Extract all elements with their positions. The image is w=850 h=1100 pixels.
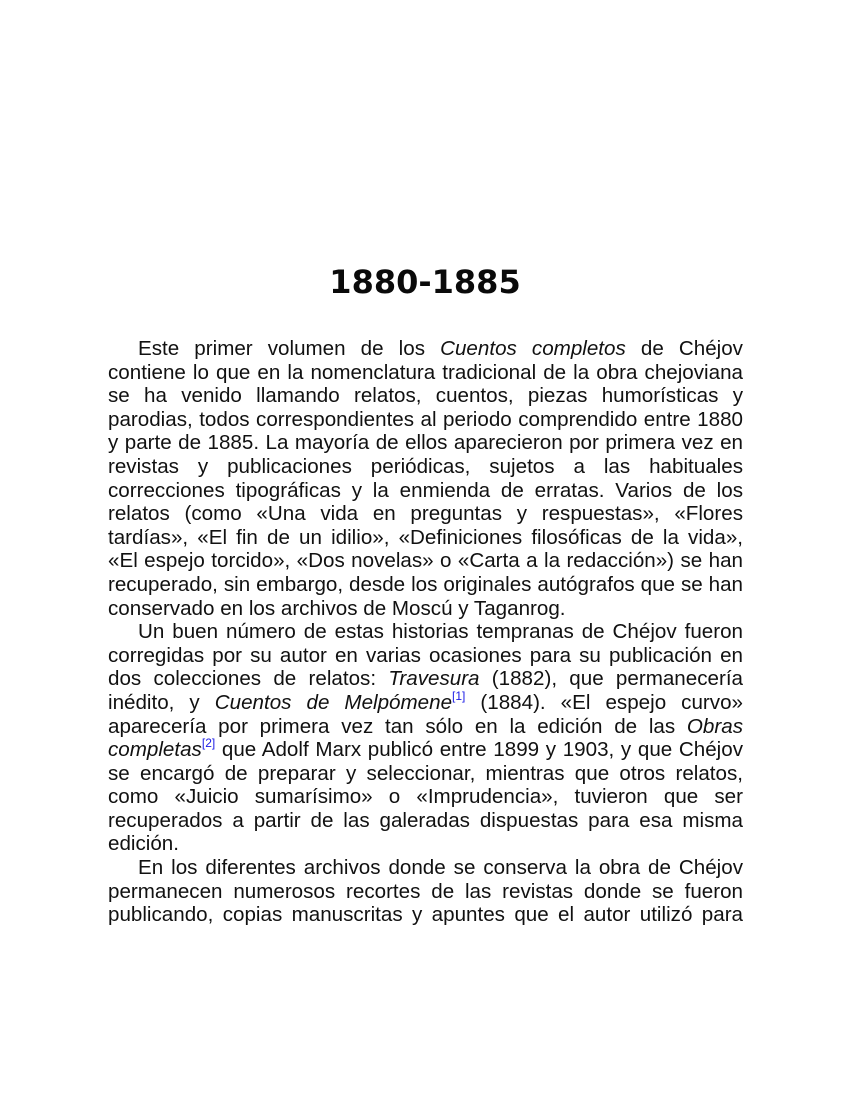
footnote-ref-2[interactable]: [2] bbox=[201, 736, 216, 751]
chapter-title: 1880-1885 bbox=[329, 263, 521, 301]
book-title-travesura: Travesura bbox=[388, 667, 480, 691]
text-run: (1884). «El espejo curvo» aparecería por primera vez tan sólo en la edición de las bbox=[108, 690, 743, 738]
paragraph-1 bbox=[108, 337, 743, 620]
paragraph-2 bbox=[108, 620, 743, 856]
book-title-obras-completas: Obras completas bbox=[108, 714, 743, 762]
text-run: que Adolf Marx publicó entre 1899 y 1903, y que Chéjov se encargó de preparar y seleccionar, mientras que otros relatos, como «Juicio sumarísimo» o «Imprudencia», tuvieron que ser recuperados a partir de las galeradas dispuestas para esa misma edición. bbox=[108, 738, 743, 856]
footnote-ref-1[interactable]: [1] bbox=[452, 688, 466, 703]
text-run: Un buen número de estas historias tempranas de Chéjov fueron corregidas por su autor en varias ocasiones para su publicación en dos colecciones de relatos: bbox=[108, 620, 743, 691]
text-run: de Chéjov contiene lo que en la nomenclatura tradicional de la obra chejoviana se ha venido llamando relatos, cuentos, piezas humorísticas y parodias, todos correspondientes al periodo comprendido entre 1880 y parte de 1885. La mayoría de ellos aparecieron por primera vez en revistas y publicaciones periódicas, sujetos a las habituales correcciones tipográficas y la enmienda de erratas. Varios de los relatos (como «Una vida en preguntas y respuestas», «Flores tardías», «El fin de un idilio», «Definiciones filosóficas de la vida», «El espejo torcido», «Dos novelas» o «Carta a la redacción») se han recuperado, sin embargo, desde los originales autógrafos que se han conservado en los archivos de Moscú y Taganrog. bbox=[108, 337, 743, 620]
text-run: (1882), que permanecería inédito, y bbox=[108, 667, 743, 714]
text-run: En los diferentes archivos donde se conserva la obra de Chéjov permanecen numerosos recortes de las revistas donde se fueron publicando, copias manuscritas y apuntes que el autor utilizó para bbox=[108, 856, 743, 927]
text-run: Este primer volumen de los bbox=[138, 337, 441, 360]
book-title-cuentos-completos: Cuentos completos bbox=[440, 337, 626, 360]
book-title-cuentos-de-melpomene: Cuentos de Melpómene bbox=[214, 690, 453, 714]
paragraph-3 bbox=[108, 856, 743, 927]
body-text bbox=[108, 337, 743, 927]
